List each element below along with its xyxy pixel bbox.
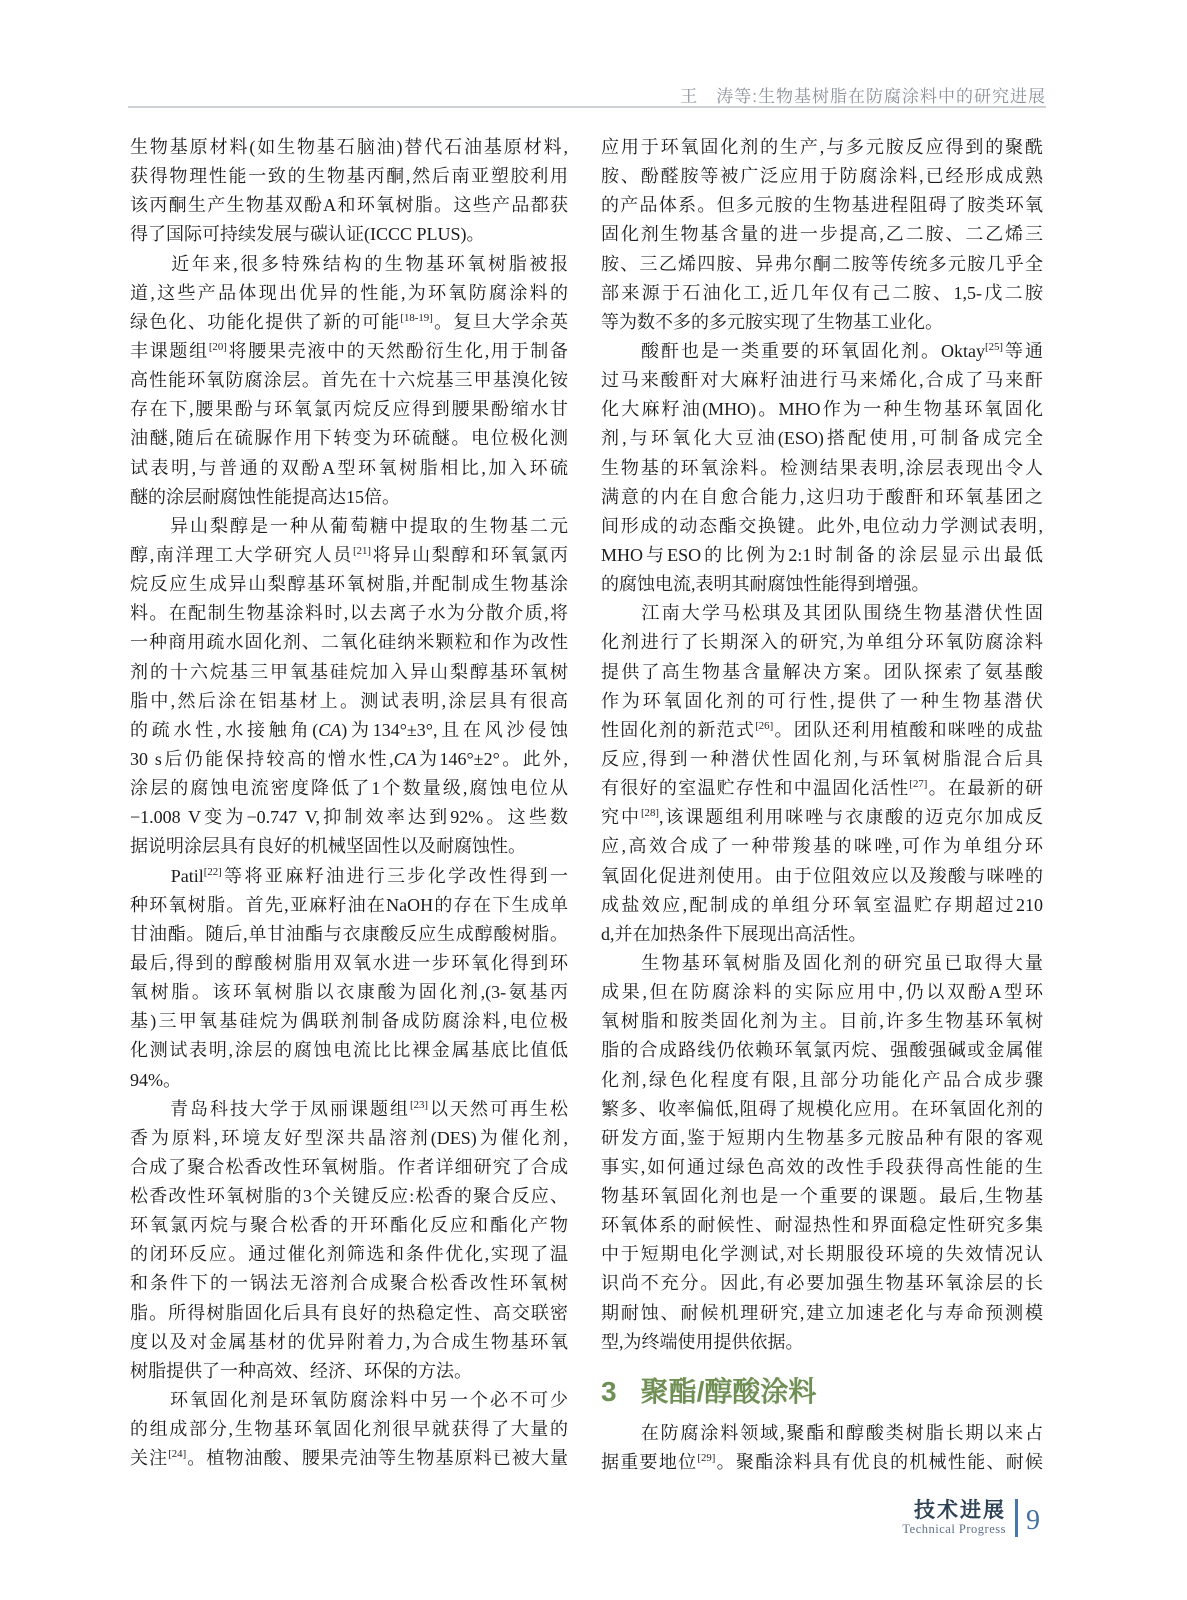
text-line: 该丙酮生产生物基双酚A和环氧树脂。这些产品都获 [130, 195, 568, 216]
text-line: 的组成部分,生物基环氧固化剂很早就获得了大量的 [130, 1419, 568, 1440]
text-line: 成果,但在防腐涂料的实际应用中,仍以双酚A型环 [601, 982, 1043, 1003]
text-line: 近年来,很多特殊结构的生物基环氧树脂被报 [130, 253, 568, 274]
text-line: 种环氧树脂。首先,亚麻籽油在NaOH的存在下生成单 [130, 894, 568, 915]
footer-section-name-cn: 技术进展 [914, 1499, 1006, 1522]
text-line: 绿色化、功能化提供了新的可能[18-19]。复旦大学余英 [130, 311, 568, 332]
text-line: 氧固化促进剂使用。由于位阻效应以及羧酸与咪唑的 [601, 865, 1043, 886]
text-line: 型,为终端使用提供依据。 [601, 1331, 804, 1352]
running-head-title: 王 涛等:生物基树脂在防腐涂料中的研究进展 [680, 87, 1046, 106]
footer-section-name-en: Technical Progress [902, 1522, 1006, 1536]
text-line: 醇,南洋理工大学研究人员[21]将异山梨醇和环氧氯丙 [130, 544, 568, 565]
text-line: 过马来酸酐对大麻籽油进行马来烯化,合成了马来酐 [601, 370, 1043, 391]
text-line: 识尚不充分。因此,有必要加强生物基环氧涂层的长 [601, 1273, 1043, 1294]
text-line: 环氧氯丙烷与聚合松香的开环酯化反应和酯化产物 [130, 1215, 568, 1236]
text-line: 涂层的腐蚀电流密度降低了1个数量级,腐蚀电位从 [130, 778, 568, 799]
text-line: 脂中,然后涂在铝基材上。测试表明,涂层具有很高 [130, 690, 568, 711]
text-line: 固化剂生物基含量的进一步提高,乙二胺、二乙烯三 [601, 224, 1043, 245]
text-line: 化剂,绿色化程度有限,且部分功能化产品合成步骤 [601, 1069, 1043, 1090]
text-line: 获得物理性能一致的生物基丙酮,然后南亚塑胶利用 [130, 166, 568, 187]
text-line: 氧树脂和胺类固化剂为主。目前,许多生物基环氧树 [601, 1011, 1043, 1032]
footer-labels [902, 1499, 1006, 1537]
text-line: 的产品体系。但多元胺的生物基进程阻碍了胺类环氧 [601, 195, 1043, 216]
text-line: 剂的十六烷基三甲氧基硅烷加入异山梨醇基环氧树 [130, 661, 568, 682]
text-line: 树脂提供了一种高效、经济、环保的方法。 [130, 1360, 472, 1381]
text-line: 醚的涂层耐腐蚀性能提高达15倍。 [130, 486, 400, 507]
text-line: 应,高效合成了一种带羧基的咪唑,可作为单组分环 [601, 836, 1043, 857]
text-line: 剂,与环氧化大豆油(ESO)搭配使用,可制备成完全 [601, 428, 1043, 449]
text-line: 一种商用疏水固化剂、二氧化硅纳米颗粒和作为改性 [130, 632, 568, 653]
section-title: 聚酯/醇酸涂料 [640, 1375, 817, 1407]
text-line: 香为原料,环境友好型深共晶溶剂(DES)为催化剂, [130, 1127, 568, 1148]
text-line: 胺、酚醛胺等被广泛应用于防腐涂料,已经形成成熟 [601, 166, 1043, 187]
text-line: 生物基环氧树脂及固化剂的研究虽已取得大量 [601, 952, 1043, 973]
text-line: 环氧固化剂是环氧防腐涂料中另一个必不可少 [130, 1390, 568, 1411]
text-line: 酸酐也是一类重要的环氧固化剂。Oktay[25]等通 [601, 340, 1043, 361]
text-line: 的闭环反应。通过催化剂筛选和条件优化,实现了温 [130, 1244, 568, 1265]
text-line: 的腐蚀电流,表明其耐腐蚀性能得到增强。 [601, 574, 930, 595]
header-divider [128, 106, 1046, 108]
text-line: 30 s后仍能保持较高的憎水性,CA为146°±2°。此外, [130, 748, 568, 769]
footer-divider-bar [1015, 1499, 1018, 1537]
text-line: 据重要地位[29]。聚酯涂料具有优良的机械性能、耐候 [601, 1452, 1043, 1473]
text-line: 环氧体系的耐候性、耐湿热性和界面稳定性研究多集 [601, 1215, 1043, 1236]
text-line: 有很好的室温贮存性和中温固化活性[27]。在最新的研 [601, 778, 1043, 799]
text-line: 事实,如何通过绿色高效的改性手段获得高性能的生 [601, 1156, 1043, 1177]
text-line: 关注[24]。植物油酸、腰果壳油等生物基原料已被大量 [130, 1448, 568, 1469]
text-line: 繁多、收率偏低,阻碍了规模化应用。在环氧固化剂的 [601, 1098, 1043, 1119]
text-line: 基)三甲氧基硅烷为偶联剂制备成防腐涂料,电位极 [130, 1011, 568, 1032]
text-line: 脂。所得树脂固化后具有良好的热稳定性、高交联密 [130, 1302, 568, 1323]
text-line: 得了国际可持续发展与碳认证(ICCC PLUS)。 [130, 224, 485, 245]
page-number: 9 [1026, 1505, 1040, 1536]
section-heading [601, 1372, 1043, 1411]
text-line: 成盐效应,配制成的单组分环氧室温贮存期超过210 [601, 894, 1043, 915]
text-line: 胺、三乙烯四胺、异弗尔酮二胺等传统多元胺几乎全 [601, 253, 1043, 274]
text-line: 丰课题组[20]将腰果壳液中的天然酚衍生化,用于制备 [130, 340, 568, 361]
text-line: 研发方面,鉴于短期内生物基多元胺品种有限的客观 [601, 1127, 1043, 1148]
text-line: 的疏水性,水接触角(CA)为134°±3°,且在风沙侵蚀 [130, 719, 568, 740]
text-line: 氧树脂。该环氧树脂以衣康酸为固化剂,(3-氨基丙 [130, 982, 568, 1003]
text-line: 试表明,与普通的双酚A型环氧树脂相比,加入环硫 [130, 457, 568, 478]
text-line: 提供了高生物基含量解决方案。团队探索了氨基酸 [601, 661, 1043, 682]
text-line: 部来源于石油化工,近几年仅有己二胺、1,5-戊二胺 [601, 282, 1043, 303]
text-line: 等为数不多的多元胺实现了生物基工业化。 [601, 311, 943, 332]
text-line: 中于短期电化学测试,对长期服役环境的失效情况认 [601, 1244, 1043, 1265]
text-line: 究中[28],该课题组利用咪唑与衣康酸的迈克尔加成反 [601, 807, 1043, 828]
text-line: Patil[22]等将亚麻籽油进行三步化学改性得到一 [130, 865, 568, 886]
text-line: 料。在配制生物基涂料时,以去离子水为分散介质,将 [130, 603, 568, 624]
text-line: MHO与ESO的比例为2:1时制备的涂层显示出最低 [601, 544, 1043, 565]
text-line: 甘油酯。随后,单甘油酯与衣康酸反应生成醇酸树脂。 [130, 923, 568, 944]
text-line: 94%。 [130, 1069, 181, 1090]
text-line: 满意的内在自愈合能力,这归功于酸酐和环氧基团之 [601, 486, 1043, 507]
text-line: 松香改性环氧树脂的3个关键反应:松香的聚合反应、 [130, 1186, 568, 1207]
text-line: 生物基原材料(如生物基石脑油)替代石油基原材料, [130, 137, 568, 157]
text-line: 油醚,随后在硫脲作用下转变为环硫醚。电位极化测 [130, 428, 568, 449]
text-line: 和条件下的一锅法无溶剂合成聚合松香改性环氧树 [130, 1273, 568, 1294]
text-line: 青岛科技大学于凤丽课题组[23]以天然可再生松 [130, 1098, 568, 1119]
page-footer [902, 1496, 1040, 1540]
right-column [601, 133, 1043, 1477]
text-line: 物基环氧固化剂也是一个重要的课题。最后,生物基 [601, 1186, 1043, 1207]
text-line: 道,这些产品体现出优异的性能,为环氧防腐涂料的 [130, 282, 568, 303]
text-line: 江南大学马松琪及其团队围绕生物基潜伏性固 [601, 603, 1043, 624]
text-line: 脂的合成路线仍依赖环氧氯丙烷、强酸强碱或金属催 [601, 1040, 1043, 1061]
text-line: 存在下,腰果酚与环氧氯丙烷反应得到腰果酚缩水甘 [130, 399, 568, 420]
right-column-part1 [601, 133, 1043, 1357]
text-line: 高性能环氧防腐涂层。首先在十六烷基三甲基溴化铵 [130, 370, 568, 391]
text-line: 在防腐涂料领域,聚酯和醇酸类树脂长期以来占 [601, 1422, 1043, 1443]
text-line: 异山梨醇是一种从葡萄糖中提取的生物基二元 [130, 515, 568, 536]
text-line: 度以及对金属基材的优异附着力,为合成生物基环氧 [130, 1331, 568, 1352]
text-line: 化大麻籽油(MHO)。MHO作为一种生物基环氧固化 [601, 399, 1043, 420]
text-line: 间形成的动态酯交换键。此外,电位动力学测试表明, [601, 515, 1043, 536]
text-line: 作为环氧固化剂的可行性,提供了一种生物基潜伏 [601, 690, 1043, 711]
left-column [130, 133, 568, 1473]
text-line: 反应,得到一种潜伏性固化剂,与环氧树脂混合后具 [601, 748, 1043, 769]
text-line: 应用于环氧固化剂的生产,与多元胺反应得到的聚酰 [601, 137, 1043, 157]
text-line: 生物基的环氧涂料。检测结果表明,涂层表现出令人 [601, 457, 1043, 478]
right-column-part2 [601, 1419, 1043, 1477]
text-line: 最后,得到的醇酸树脂用双氧水进一步环氧化得到环 [130, 952, 568, 973]
section-number: 3 [601, 1375, 617, 1407]
text-line: 据说明涂层具有良好的机械坚固性以及耐腐蚀性。 [130, 836, 526, 857]
text-line: 烷反应生成异山梨醇基环氧树脂,并配制成生物基涂 [130, 574, 568, 595]
text-line: 化测试表明,涂层的腐蚀电流比比裸金属基底比值低 [130, 1040, 568, 1061]
text-line: −1.008 V变为−0.747 V,抑制效率达到92%。这些数 [130, 807, 568, 828]
text-line: 合成了聚合松香改性环氧树脂。作者详细研究了合成 [130, 1156, 568, 1177]
text-line: 化剂进行了长期深入的研究,为单组分环氧防腐涂料 [601, 632, 1043, 653]
text-line: d,并在加热条件下展现出高活性。 [601, 923, 867, 944]
text-line: 期耐蚀、耐候机理研究,建立加速老化与寿命预测模 [601, 1302, 1043, 1323]
text-line: 性固化剂的新范式[26]。团队还利用植酸和咪唑的成盐 [601, 719, 1043, 740]
